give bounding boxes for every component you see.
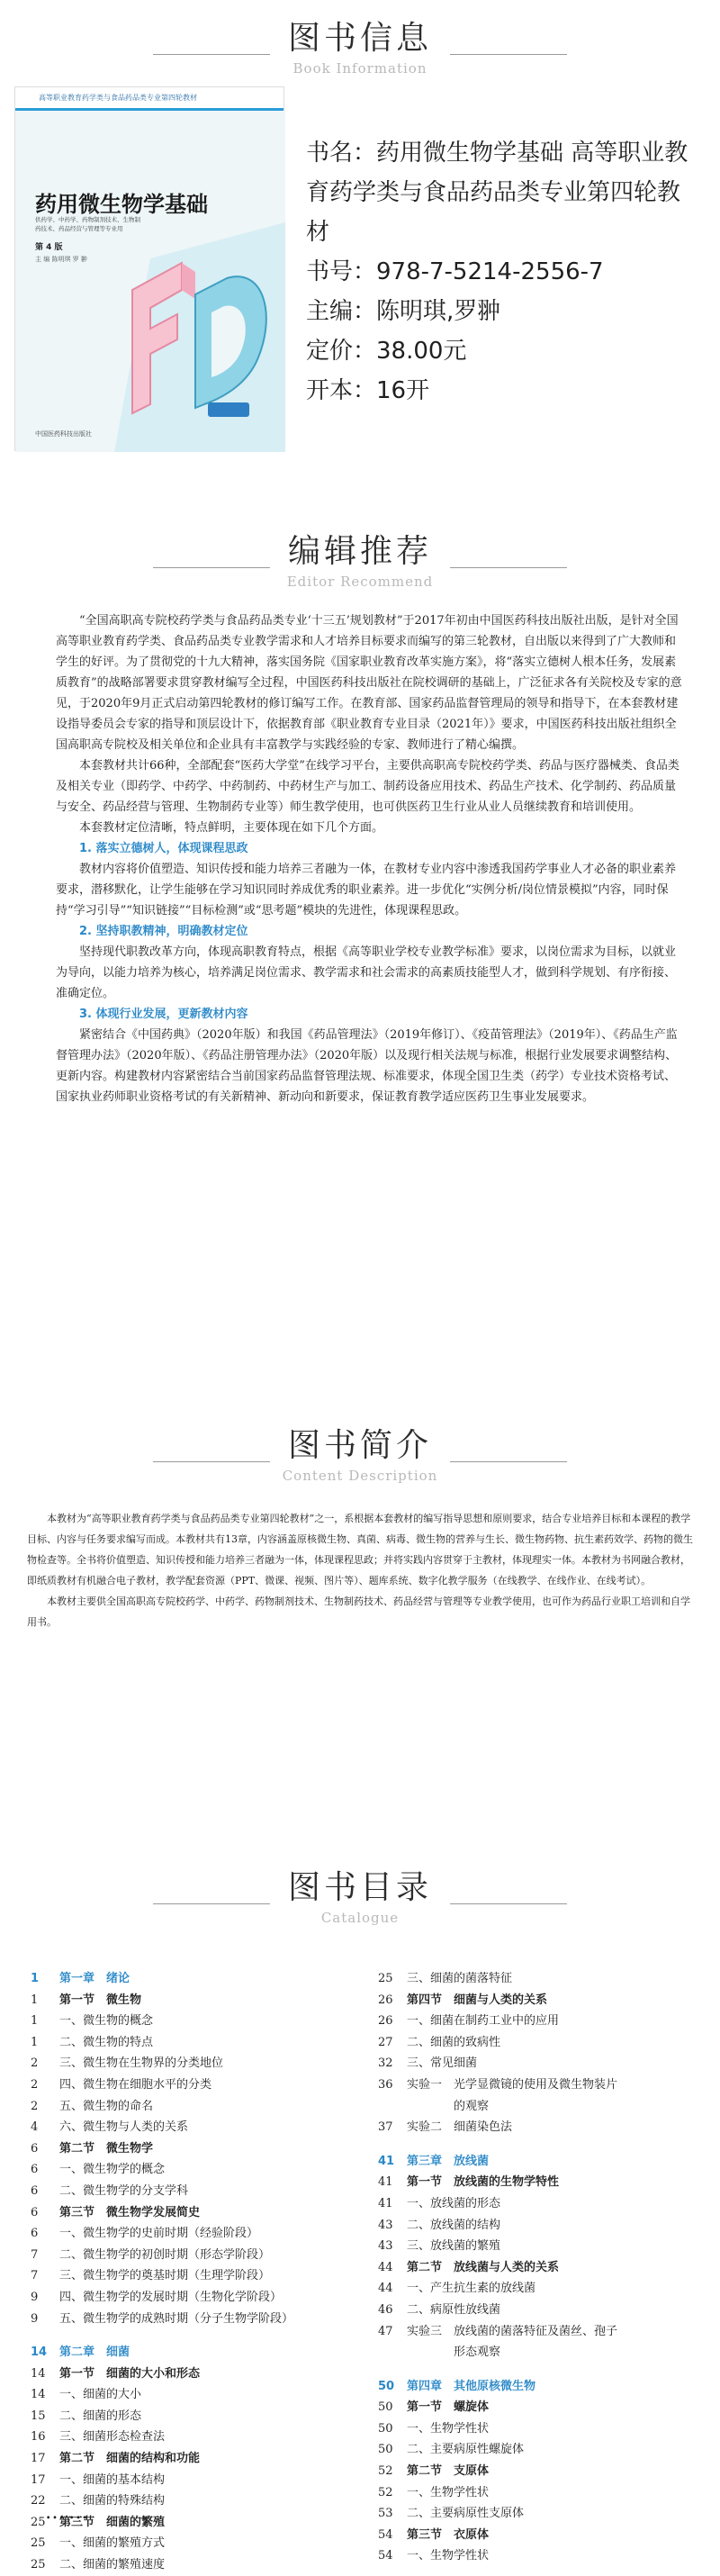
toc-page-number: 2 — [31, 2077, 39, 2092]
toc-right-column — [378, 1968, 711, 2567]
section-subtitle: Content Description — [282, 1468, 438, 1484]
toc-page-number: 6 — [31, 2183, 39, 2198]
toc-title: 实验一 光学显微镜的使用及微生物装片 — [407, 2077, 618, 2092]
toc-item[interactable] — [378, 2074, 711, 2096]
toc-page-number: 25 — [31, 2558, 46, 2572]
toc-title: 第二节 细菌的结构和功能 — [59, 2452, 201, 2466]
cover-publisher: 中国医药科技出版社 — [35, 430, 92, 438]
toc-page-number: 47 — [378, 2324, 393, 2338]
recommend-heading: 3. 体现行业发展，更新教材内容 — [79, 1008, 248, 1021]
toc-title: 二、细菌的特殊结构 — [59, 2494, 166, 2508]
toc-page-number: 1 — [31, 1993, 39, 2007]
toc-spacer — [378, 2364, 711, 2376]
toc-title: 四、微生物在细胞水平的分类 — [59, 2077, 212, 2092]
toc-item[interactable] — [31, 2406, 364, 2427]
section-subtitle: Catalogue — [320, 1910, 400, 1926]
toc-item[interactable] — [378, 2193, 711, 2215]
toc-title: 二、细菌的繁殖速度 — [59, 2558, 166, 2572]
toc-item[interactable] — [31, 2533, 364, 2554]
toc-page-number: 4 — [31, 2120, 39, 2135]
toc-title: 一、微生物的概念 — [59, 2014, 154, 2029]
toc-page-number: 1 — [31, 2035, 39, 2049]
toc-item[interactable] — [378, 2503, 711, 2525]
toc-item[interactable] — [31, 2074, 364, 2096]
toc-page-number: 22 — [31, 2494, 46, 2508]
toc-page-number: 15 — [31, 2409, 46, 2423]
toc-title: 一、生物学性状 — [407, 2549, 490, 2563]
description-body — [27, 1508, 693, 1632]
divider — [153, 1903, 270, 1904]
toc-title: 第二节 放线菌与人类的关系 — [407, 2260, 560, 2274]
toc-page-number: 6 — [31, 2205, 39, 2219]
toc-item[interactable] — [31, 2223, 364, 2245]
toc-title: 二、细菌的形态 — [59, 2409, 142, 2423]
toc-item[interactable] — [378, 2011, 711, 2032]
recommend-heading: 2. 坚持职教精神，明确教材定位 — [79, 925, 248, 938]
section-header-recommend — [0, 526, 720, 590]
toc-page-number: 41 — [378, 2196, 393, 2210]
toc-page-number: 6 — [31, 2227, 39, 2241]
toc-title: 三、放线菌的繁殖 — [407, 2239, 501, 2254]
section-header-catalogue — [0, 1862, 720, 1926]
toc-page-number: 26 — [378, 2014, 393, 2029]
divider — [450, 1461, 567, 1462]
recommend-paragraph: 本套教材定位清晰，特点鲜明，主要体现在如下几个方面。 — [79, 821, 384, 835]
toc-page-number: 27 — [378, 2035, 393, 2049]
book-price: 定价：38.00元 — [306, 338, 467, 365]
toc-title: 第一章 绪论 — [59, 1972, 130, 1985]
toc-page-number: 2 — [31, 2099, 39, 2113]
toc-title: 二、病原性放线菌 — [407, 2302, 501, 2317]
toc-page-number: 16 — [31, 2430, 46, 2445]
recommend-paragraph: 教材内容将价值塑造、知识传授和能力培养三者融为一体，在教材专业内容中渗透我国药学事业人才必备的职业素养要求，潜移默化，让学生能够在学习知识同时养成优秀的职业素养。进一步优化“实例分析/岗位情景模拟”内容，同时保持“学习引导”“知识链接”“目标检测”或“思考题”模块的先进性，体现课程思政。 — [56, 863, 677, 917]
cover-art — [15, 87, 285, 452]
toc-title: 第三节 微生物学发展简史 — [59, 2205, 201, 2219]
toc-title: 六、微生物与人类的关系 — [59, 2120, 189, 2135]
toc-item[interactable] — [31, 2265, 364, 2287]
toc-section[interactable] — [378, 2461, 711, 2482]
toc-title: 一、微生物学的概念 — [59, 2163, 166, 2177]
toc-item[interactable] — [31, 2117, 364, 2138]
toc-page-number: 44 — [378, 2260, 393, 2274]
toc-left-column — [31, 1968, 364, 2576]
toc-page-number: 54 — [378, 2527, 393, 2542]
toc-item[interactable] — [31, 2159, 364, 2181]
toc-page-number: 46 — [378, 2302, 393, 2317]
toc-page-number: 25 — [378, 1972, 393, 1985]
toc-item[interactable] — [378, 2439, 711, 2461]
toc-item[interactable] — [378, 2300, 711, 2321]
toc-title: 二、微生物的特点 — [59, 2035, 154, 2049]
toc-title: 一、细菌的繁殖方式 — [59, 2536, 166, 2551]
toc-page-number: 44 — [378, 2282, 393, 2296]
section-subtitle: Book Information — [292, 60, 428, 77]
toc-page-number: 50 — [378, 2421, 393, 2436]
toc-chapter[interactable] — [31, 2342, 364, 2364]
divider — [450, 54, 567, 55]
toc-item[interactable] — [31, 2032, 364, 2054]
toc-title: 第一节 放线菌的生物学特性 — [407, 2175, 560, 2190]
recommend-paragraph: 坚持现代职教改革方向，体现高职教育特点，根据《高等职业学校专业教学标准》要求，以岗位需求为目标，以就业为导向，以能力培养为核心，培养满足岗位需求、教学需求和社会需求的高素质技能型人才，做到科学规划、有序衔接、准确定位。 — [56, 945, 677, 1000]
toc-title: 第二章 细菌 — [59, 2346, 130, 2360]
toc-page-number: 41 — [378, 2175, 393, 2190]
toc-item[interactable] — [31, 2554, 364, 2576]
divider — [153, 567, 270, 568]
divider — [153, 54, 270, 55]
toc-page-number: 52 — [378, 2464, 393, 2479]
cover-badge — [208, 402, 249, 417]
toc-section[interactable] — [378, 1990, 711, 2011]
cover-title: 药用微生物学基础 — [35, 192, 208, 217]
toc-page-number: 17 — [31, 2452, 46, 2466]
toc-section[interactable] — [378, 2257, 711, 2279]
toc-title: 第一节 螺旋体 — [407, 2400, 490, 2415]
description-paragraph: 本教材主要供全国高职高专院校药学、中药学、药物制剂技术、生物制药技术、药品经营与管理等专业教学使用，也可作为药品行业职工培训和自学用书。 — [27, 1595, 690, 1628]
toc-chapter[interactable] — [31, 1968, 364, 1990]
book-editor: 主编：陈明琪,罗翀 — [306, 298, 501, 325]
toc-title: 三、细菌的菌落特征 — [407, 1972, 513, 1985]
section-title: 图书目录 — [287, 1869, 432, 1906]
toc-page-number: 14 — [31, 2366, 46, 2381]
toc-item[interactable] — [31, 2096, 364, 2118]
toc-title: 二、细菌的致病性 — [407, 2035, 501, 2049]
toc-page-number: 14 — [31, 2388, 46, 2402]
toc-title: 第三节 衣原体 — [407, 2527, 490, 2542]
toc-page-number: 7 — [31, 2269, 39, 2283]
toc-page-number: 9 — [31, 2311, 39, 2326]
section-title: 图书简介 — [287, 1427, 432, 1464]
cover-editors: 主 编 陈明琪 罗 翀 — [35, 256, 87, 263]
toc-page-number: 17 — [31, 2472, 46, 2487]
toc-title: 第二节 微生物学 — [59, 2141, 154, 2156]
toc-title: 第二节 支原体 — [407, 2464, 490, 2479]
toc-item[interactable] — [378, 2342, 711, 2364]
toc-ellipsis: …… — [45, 2501, 92, 2524]
section-header-info — [0, 13, 720, 77]
toc-title: 一、生物学性状 — [407, 2485, 490, 2499]
toc-title: 一、细菌的大小 — [59, 2388, 142, 2402]
toc-title: 第四章 其他原核微生物 — [407, 2379, 536, 2393]
section-subtitle: Editor Recommend — [286, 574, 434, 590]
toc-page-number: 43 — [378, 2239, 393, 2254]
toc-title: 的观察 — [407, 2099, 490, 2113]
cover-subtitle: 供药学、中药学、药物制剂技术、生物制药技术、药品经营与管理等专业用 — [35, 216, 140, 232]
recommend-paragraph: 紧密结合《中国药典》（2020年版）和我国《药品管理法》（2019年修订）、《疫苗管理法》（2019年）、《药品生产监督管理办法》（2020年版）、《药品注册管理办法》（2020年版）以及现行相关法规与标准，根据行业发展要求调整结构、更新内容。构建教材内容紧密结合当前国家药品监督管理法规、标准要求，体现全国卫生类（药学）专业技术资格考试、国家执业药师职业资格考试的有关新精神、新动向和新要求，保证教育教学适应医药卫生事业发展要求。 — [56, 1028, 678, 1104]
toc-section[interactable] — [378, 2397, 711, 2418]
toc-chapter[interactable] — [378, 2376, 711, 2398]
description-paragraph: 本教材为“高等职业教育药学类与食品药品类专业第四轮教材”之一，系根据本套教材的编写指导思想和原则要求，结合专业培养目标和本课程的教学目标、内容与任务要求编写而成。本教材共有13章，内容涵盖原核微生物、真菌、病毒、微生物的营养与生长、微生物药物、抗生素药效学、药物的微生物检查等。全书将价值塑造、知识传授和能力培养三者融为一体，体现课程思政；并将实践内容贯穿于主教材，体现理实一体。本教材为书网融合教材，即纸质教材有机融合电子教材，教学配套资源（PPT、微课、视频、图片等）、题库系统、数字化教学服务（在线教学、在线作业、在线考试）。 — [27, 1513, 693, 1586]
toc-item[interactable] — [31, 2470, 364, 2491]
toc-page-number: 14 — [31, 2346, 48, 2360]
toc-item[interactable] — [31, 2245, 364, 2266]
toc-page-number: 1 — [31, 1972, 40, 1985]
toc-page-number: 6 — [31, 2141, 39, 2156]
toc-title: 一、微生物学的史前时期（经验阶段） — [59, 2227, 259, 2241]
toc-title: 三、微生物学的奠基时期（生理学阶段） — [59, 2269, 271, 2283]
toc-title: 五、微生物的命名 — [59, 2099, 154, 2113]
toc-item[interactable] — [31, 2181, 364, 2202]
divider — [450, 1903, 567, 1904]
toc-item[interactable] — [378, 2278, 711, 2300]
toc-title: 第一节 细菌的大小和形态 — [59, 2366, 201, 2381]
toc-title: 实验三 放线菌的菌落特征及菌丝、孢子 — [407, 2324, 618, 2338]
toc-title: 五、微生物学的成熟时期（分子生物学阶段） — [59, 2311, 294, 2326]
cover-series: 高等职业教育药学类与食品药品类专业第四轮教材 — [39, 94, 197, 102]
toc-item[interactable] — [378, 1968, 711, 1990]
toc-item[interactable] — [31, 2384, 364, 2406]
book-format: 开本：16开 — [306, 377, 430, 404]
toc-item[interactable] — [378, 2236, 711, 2257]
toc-title: 二、放线菌的结构 — [407, 2218, 501, 2232]
toc-title: 三、常见细菌 — [407, 2056, 478, 2071]
toc-section[interactable] — [31, 2448, 364, 2470]
divider — [450, 567, 567, 568]
toc-item[interactable] — [31, 2011, 364, 2032]
toc-item[interactable] — [378, 2545, 711, 2567]
toc-item[interactable] — [378, 2321, 711, 2343]
toc-title: 一、放线菌的形态 — [407, 2196, 501, 2210]
toc-title: 第三章 放线菌 — [407, 2154, 490, 2168]
toc-page-number: 32 — [378, 2056, 393, 2071]
toc-page-number: 36 — [378, 2077, 393, 2092]
toc-page-number: 7 — [31, 2247, 39, 2262]
toc-page-number: 26 — [378, 1993, 393, 2007]
toc-title: 二、主要病原性支原体 — [407, 2507, 525, 2521]
toc-item[interactable] — [378, 2482, 711, 2504]
toc-page-number: 1 — [31, 2014, 39, 2029]
toc-title: 第三节 细菌的繁殖 — [59, 2515, 166, 2529]
toc-item[interactable] — [378, 2053, 711, 2074]
recommend-heading: 1. 落实立德树人，体现课程思政 — [79, 842, 248, 855]
book-cover — [14, 86, 284, 451]
toc-spacer — [31, 2329, 364, 2342]
toc-page-number: 52 — [378, 2485, 393, 2499]
toc-item[interactable] — [31, 2287, 364, 2309]
toc-spacer — [378, 2138, 711, 2151]
section-title: 图书信息 — [287, 20, 432, 57]
toc-title: 一、产生抗生素的放线菌 — [407, 2282, 536, 2296]
toc-title: 四、微生物学的发展时期（生物化学阶段） — [59, 2290, 283, 2304]
toc-section[interactable] — [378, 2172, 711, 2193]
toc-title: 一、生物学性状 — [407, 2421, 490, 2436]
toc-section[interactable] — [31, 2138, 364, 2160]
recommend-body — [56, 610, 686, 1107]
toc-page-number: 50 — [378, 2379, 395, 2393]
toc-item[interactable] — [31, 2053, 364, 2074]
toc-page-number: 50 — [378, 2443, 393, 2457]
toc-section[interactable] — [378, 2525, 711, 2546]
book-info — [306, 133, 702, 411]
toc-page-number: 25 — [31, 2515, 46, 2529]
toc-section[interactable] — [31, 2202, 364, 2224]
toc-item[interactable] — [31, 2427, 364, 2448]
toc-title: 三、微生物在生物界的分类地位 — [59, 2056, 224, 2071]
section-header-description — [0, 1420, 720, 1484]
toc-section[interactable] — [31, 2364, 364, 2385]
section-title: 编辑推荐 — [287, 533, 432, 570]
recommend-paragraph: “全国高职高专院校药学类与食品药品类专业‘十三五’规划教材”于2017年初由中国医药科技出版社出版，是针对全国高等职业教育药学类、食品药品类专业教学需求和人才培养目标要求而编写的第三轮教材，自出版以来得到了广大教师和学生的好评。为了贯彻党的十九大精神，落实国务院《国家职业教育改革实施方案》，将“落实立德树人根本任务，发展素质教育”的战略部署要求贯穿教材编写全过程，中国医药科技出版社在院校调研的基础上，广泛征求各有关院校及专家的意见，于2020年9月正式启动第四轮教材的修订编写工作。在教育部、国家药品监督管理局的领导和指导下，在本套教材建设指导委员会专家的指导和顶层设计下，依据教育部《职业教育专业目录（2021年）》要求，中国医药科技出版社组织全国高职高专院校及相关单位和企业具有丰富教学与实践经验的专家、教师进行了精心编撰。 — [56, 614, 682, 752]
toc-item[interactable] — [378, 2418, 711, 2440]
book-name: 书名：药用微生物学基础 高等职业教育药学类与食品药品类专业第四轮教材 — [306, 140, 688, 246]
toc-page-number: 54 — [378, 2549, 393, 2563]
toc-page-number: 53 — [378, 2507, 393, 2521]
toc-item[interactable] — [378, 2117, 711, 2138]
toc-section[interactable] — [31, 1990, 364, 2011]
toc-title: 第一节 微生物 — [59, 1993, 142, 2007]
toc-title: 一、细菌在制药工业中的应用 — [407, 2014, 560, 2029]
toc-title: 一、细菌的基本结构 — [59, 2472, 166, 2487]
divider — [153, 1461, 270, 1462]
cover-edition: 第 4 版 — [35, 243, 63, 252]
toc-page-number: 50 — [378, 2400, 393, 2415]
toc-item[interactable] — [378, 2032, 711, 2054]
toc-page-number: 2 — [31, 2056, 39, 2071]
toc-title: 第四节 细菌与人类的关系 — [407, 1993, 548, 2007]
toc-title: 实验二 细菌染色法 — [407, 2120, 513, 2135]
toc-title: 二、微生物学的分支学科 — [59, 2183, 189, 2198]
toc-item[interactable] — [378, 2215, 711, 2237]
toc-page-number: 43 — [378, 2218, 393, 2232]
toc-title: 三、细菌形态检查法 — [59, 2430, 166, 2445]
toc-page-number: 41 — [378, 2154, 395, 2168]
toc-title: 二、微生物学的初创时期（形态学阶段） — [59, 2247, 271, 2262]
book-isbn: 书号：978-7-5214-2556-7 — [306, 258, 604, 285]
toc-page-number: 9 — [31, 2290, 39, 2304]
toc-item[interactable] — [31, 2309, 364, 2330]
toc-page-number: 6 — [31, 2163, 39, 2177]
toc-chapter[interactable] — [378, 2151, 711, 2173]
recommend-paragraph: 本套教材共计66种，全部配套“医药大学堂”在线学习平台，主要供高职高专院校药学类、药品与医疗器械类、食品类及相关专业（即药学、中药学、中药制药、中药材生产与加工、制药设备应用技术、药品生产技术、化学制药、药品质量与安全、药品经营与管理、生物制药专业等）师生教学使用，也可供医药卫生行业从业人员继续教育和培训使用。 — [56, 759, 680, 814]
toc-title: 二、主要病原性螺旋体 — [407, 2443, 525, 2457]
toc-title: 形态观察 — [407, 2346, 501, 2360]
toc-item[interactable] — [378, 2096, 711, 2118]
toc-page-number: 37 — [378, 2120, 393, 2135]
toc-page-number: 25 — [31, 2536, 46, 2551]
